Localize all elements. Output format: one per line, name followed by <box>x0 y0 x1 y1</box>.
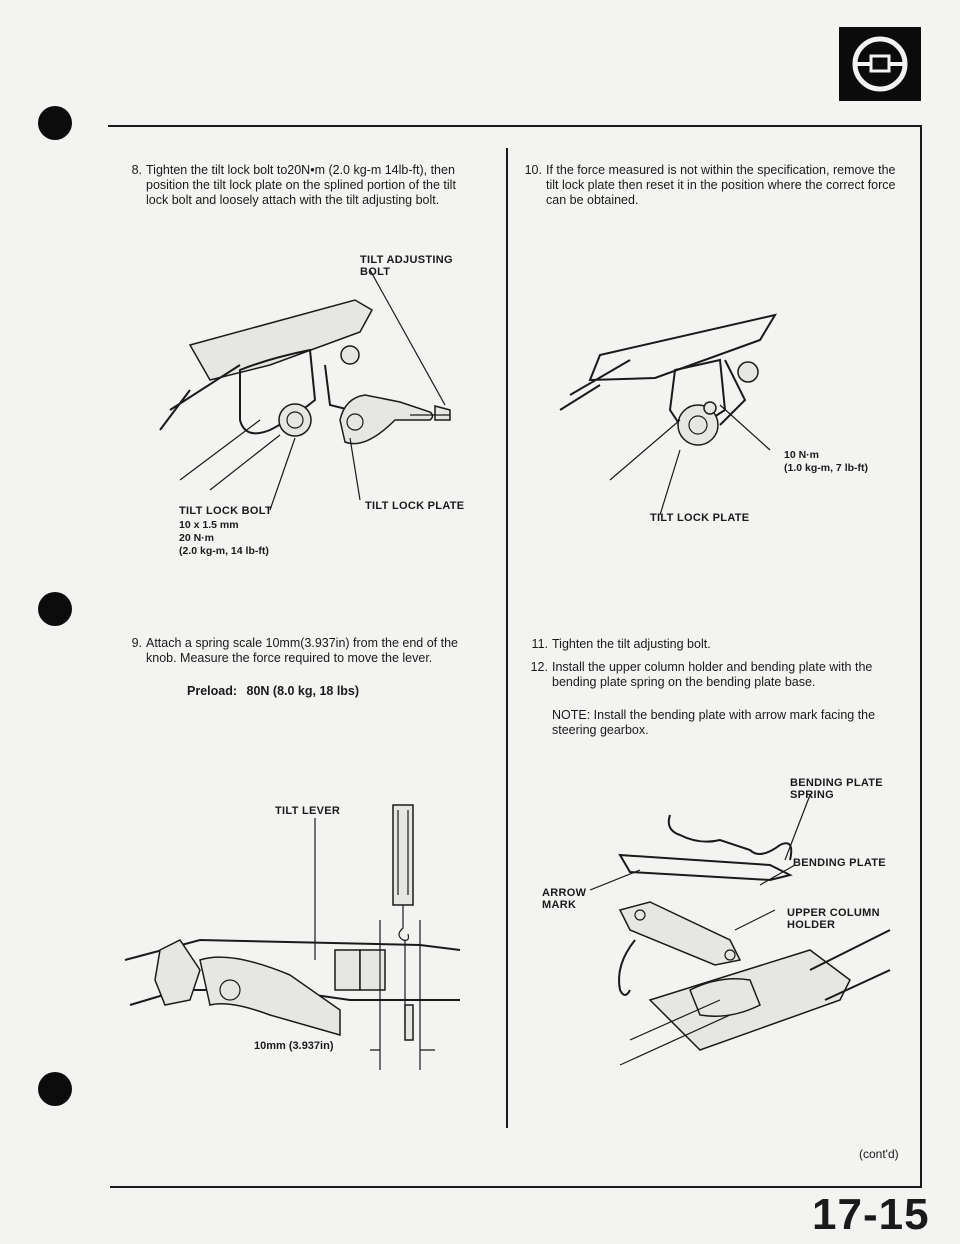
step-number: 12. <box>530 660 548 674</box>
label-bending-plate-spring: BENDING PLATE SPRING <box>790 777 883 801</box>
label-tilt-lock-plate: TILT LOCK PLATE <box>365 500 465 512</box>
step-8 <box>131 163 480 208</box>
bottom-rule <box>110 1186 922 1188</box>
binder-hole <box>38 592 72 626</box>
label-tilt-adjusting-bolt: TILT ADJUSTING BOLT <box>360 254 453 278</box>
step-number: 11. <box>531 637 548 651</box>
center-divider <box>506 148 508 1128</box>
label-tilt-lever: TILT LEVER <box>275 805 341 817</box>
section-tab <box>839 27 921 101</box>
step-text: Attach a spring scale 10mm(3.937in) from the end of the knob. Measure the force required to move the lever. <box>146 636 458 665</box>
step-text: Install the upper column holder and bending plate with the bending plate spring on the bending plate base. <box>552 660 873 689</box>
label-upper-column-holder: UPPER COLUMN HOLDER <box>787 907 880 931</box>
step-text: Tighten the tilt lock bolt to20N•m (2.0 kg-m 14lb-ft), then position the tilt lock plate on the splined portion of the tilt lock bolt and loosely attach with the tilt adjusting bolt. <box>146 163 456 207</box>
step-12 <box>530 660 906 690</box>
step-11 <box>531 637 906 652</box>
figure-column-holder <box>590 790 900 1090</box>
step-text: Tighten the tilt adjusting bolt. <box>552 637 711 651</box>
torque-spec-alt: (1.0 kg-m, 7 lb-ft) <box>784 462 869 474</box>
step-number: 10. <box>524 163 542 177</box>
label-bending-plate: BENDING PLATE <box>793 857 886 869</box>
top-rule <box>108 125 922 127</box>
right-margin-rule <box>920 127 922 1187</box>
label-tilt-lock-bolt: TILT LOCK BOLT <box>179 505 272 517</box>
figure-tilt-lock-adjust <box>560 290 870 530</box>
step-number: 8. <box>131 163 142 177</box>
preload-spec: Preload: 80N (8.0 kg, 18 lbs) <box>187 684 360 698</box>
step-number: 9. <box>131 636 142 650</box>
tilt-lock-bolt-size: 10 x 1.5 mm <box>179 519 239 531</box>
step-9 <box>131 636 480 666</box>
page-number: 17-15 <box>812 1190 930 1239</box>
step-10 <box>524 163 906 208</box>
binder-hole <box>38 1072 72 1106</box>
distance-label: 10mm (3.937in) <box>254 1040 334 1052</box>
tilt-lock-bolt-torque: 20 N·m <box>179 532 215 544</box>
steering-wheel-icon <box>839 27 921 101</box>
binder-hole <box>38 106 72 140</box>
step-text: If the force measured is not within the specification, remove the tilt lock plate then reset it in the position where the correct force can be obtained. <box>546 163 896 207</box>
continued-label: (cont'd) <box>859 1147 899 1161</box>
tilt-lock-bolt-torque-alt: (2.0 kg-m, 14 lb-ft) <box>179 545 269 557</box>
label-arrow-mark: ARROW MARK <box>542 887 587 911</box>
figure-spring-scale <box>120 800 480 1080</box>
figure-tilt-lock-assembly <box>150 270 490 510</box>
step-12-note: NOTE: Install the bending plate with arrow mark facing the steering gearbox. <box>552 708 876 737</box>
torque-spec: 10 N·m <box>784 449 820 461</box>
label-tilt-lock-plate-2: TILT LOCK PLATE <box>650 512 750 524</box>
